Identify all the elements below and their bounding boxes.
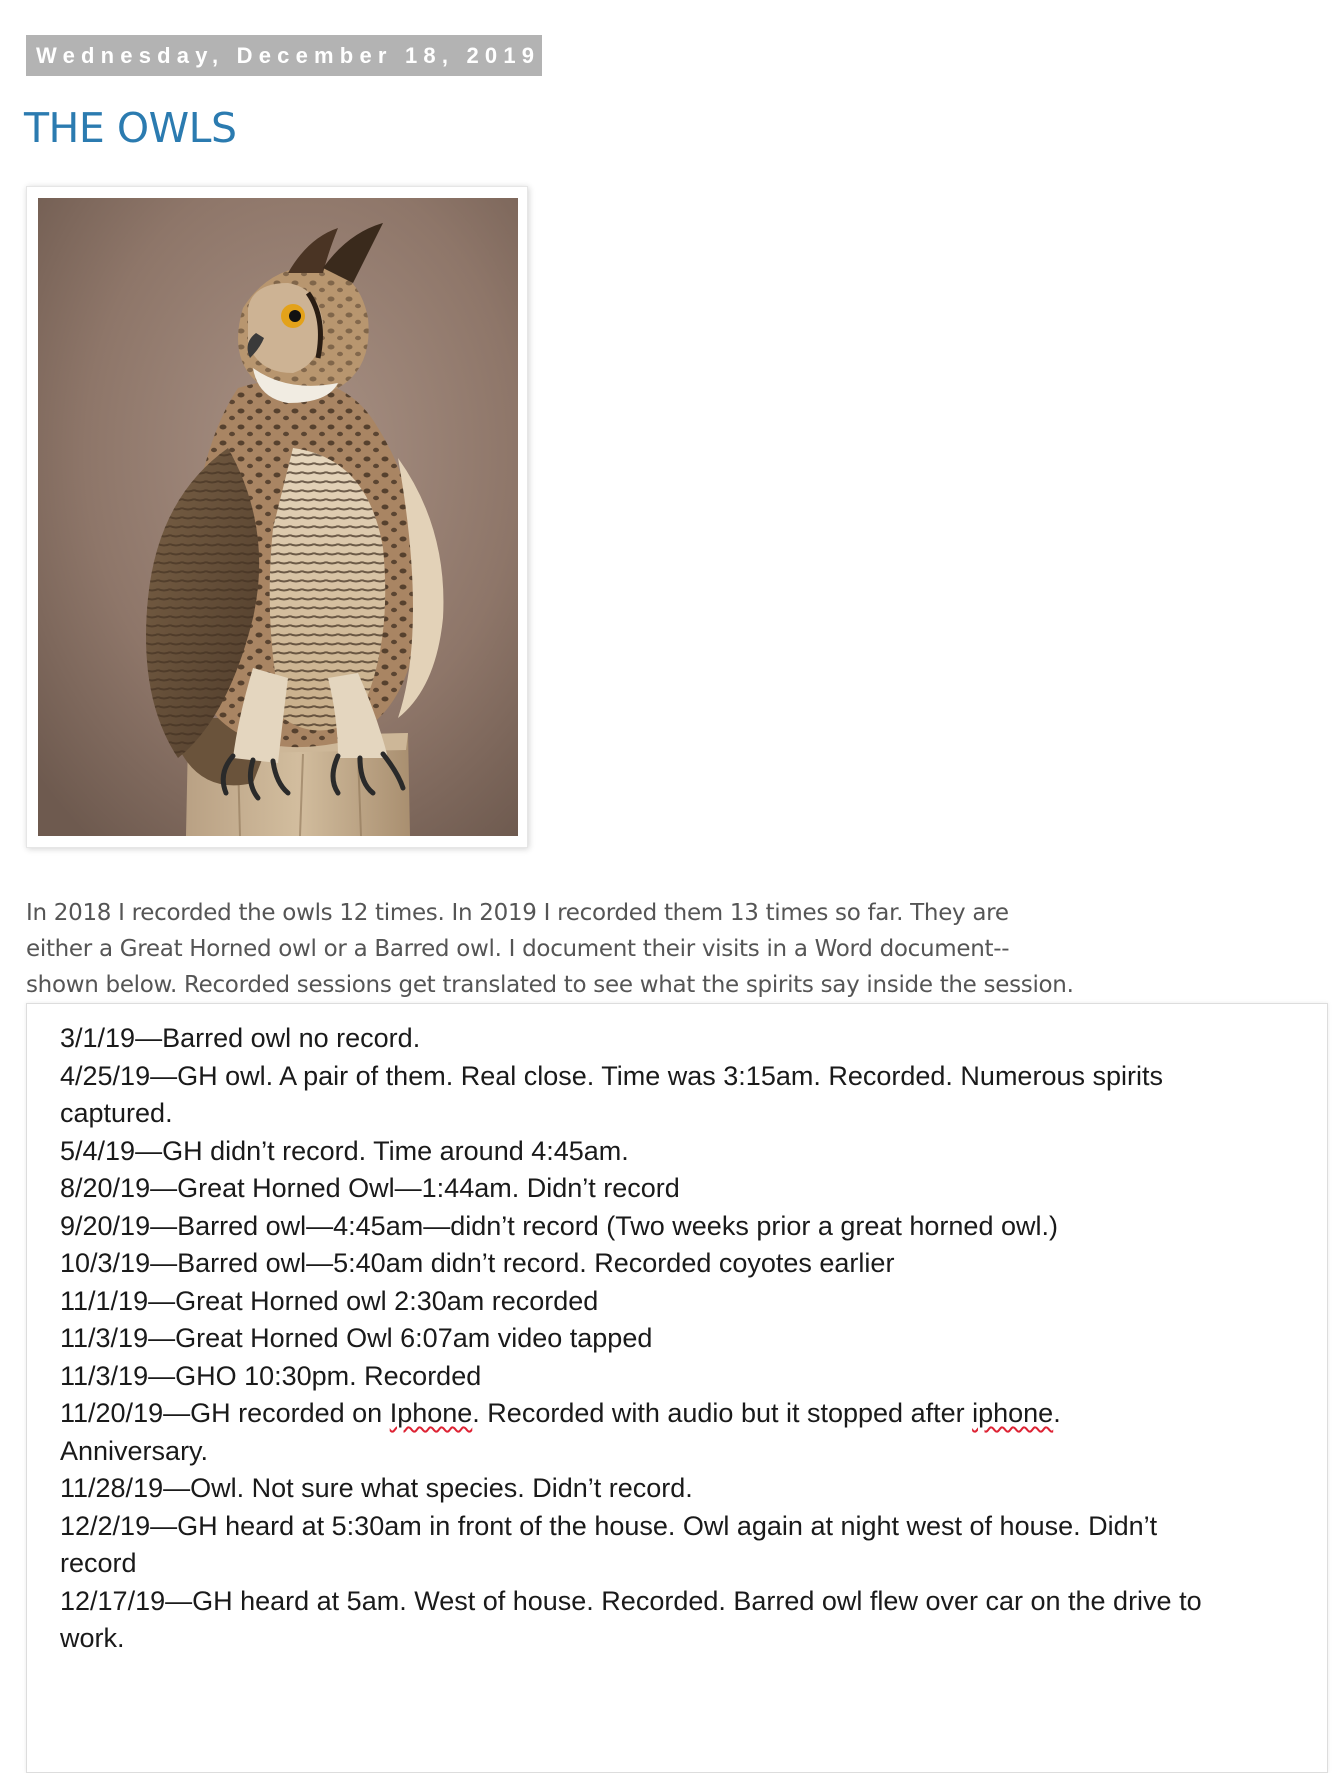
log-line: record xyxy=(60,1548,137,1578)
post-title[interactable]: THE OWLS xyxy=(24,104,237,152)
spellcheck-word: iphone xyxy=(972,1398,1054,1428)
log-line: 12/17/19—GH heard at 5am. West of house. Recorded. Barred owl flew over car on the drive to xyxy=(60,1585,1202,1616)
log-line: 12/2/19—GH heard at 5:30am in front of the house. Owl again at night west of house. Didn’t xyxy=(60,1510,1158,1541)
owl-log-document[interactable] xyxy=(26,1003,1328,1773)
log-line: captured. xyxy=(60,1098,173,1128)
log-line: 11/28/19—Owl. Not sure what species. Didn’t record. xyxy=(60,1473,693,1503)
intro-line-2: either a Great Horned owl or a Barred owl. I document their visits in a Word document-- xyxy=(26,936,1010,962)
log-text: . Recorded with audio but it stopped after xyxy=(472,1398,973,1428)
log-line-iphone xyxy=(60,1395,1310,1433)
log-line: 9/20/19—Barred owl—4:45am—didn’t record (Two weeks prior a great horned owl.) xyxy=(60,1210,1058,1241)
spellcheck-word: Iphone xyxy=(389,1398,473,1428)
log-line: 11/3/19—GHO 10:30pm. Recorded xyxy=(60,1360,482,1391)
log-text: . xyxy=(1053,1398,1061,1428)
great-horned-owl-photo[interactable] xyxy=(38,198,518,836)
log-line: 3/1/19—Barred owl no record. xyxy=(60,1023,421,1053)
log-line: 8/20/19—Great Horned Owl—1:44am. Didn’t record xyxy=(60,1173,680,1203)
owl-log-list xyxy=(60,1020,1310,1658)
intro-line-3: shown below. Recorded sessions get translated to see what the spirits say inside the session. xyxy=(26,972,1074,998)
log-line: 10/3/19—Barred owl—5:40am didn’t record. Recorded coyotes earlier xyxy=(60,1248,895,1278)
intro-line-1: In 2018 I recorded the owls 12 times. In 2019 I recorded them 13 times so far. They are xyxy=(26,900,1009,926)
log-line: work. xyxy=(60,1623,125,1653)
owl-photo-frame[interactable] xyxy=(26,186,528,848)
log-text: 11/20/19—GH recorded on xyxy=(60,1398,390,1428)
log-line: Anniversary. xyxy=(60,1435,209,1466)
intro-paragraph xyxy=(26,895,1136,1003)
log-line: 11/3/19—Great Horned Owl 6:07am video tapped xyxy=(60,1323,653,1353)
log-line: 5/4/19—GH didn’t record. Time around 4:45am. xyxy=(60,1135,629,1166)
log-line: 11/1/19—Great Horned owl 2:30am recorded xyxy=(60,1285,599,1316)
log-line: 4/25/19—GH owl. A pair of them. Real close. Time was 3:15am. Recorded. Numerous spirits xyxy=(60,1060,1163,1091)
post-date-header: Wednesday, December 18, 2019 xyxy=(26,35,542,76)
